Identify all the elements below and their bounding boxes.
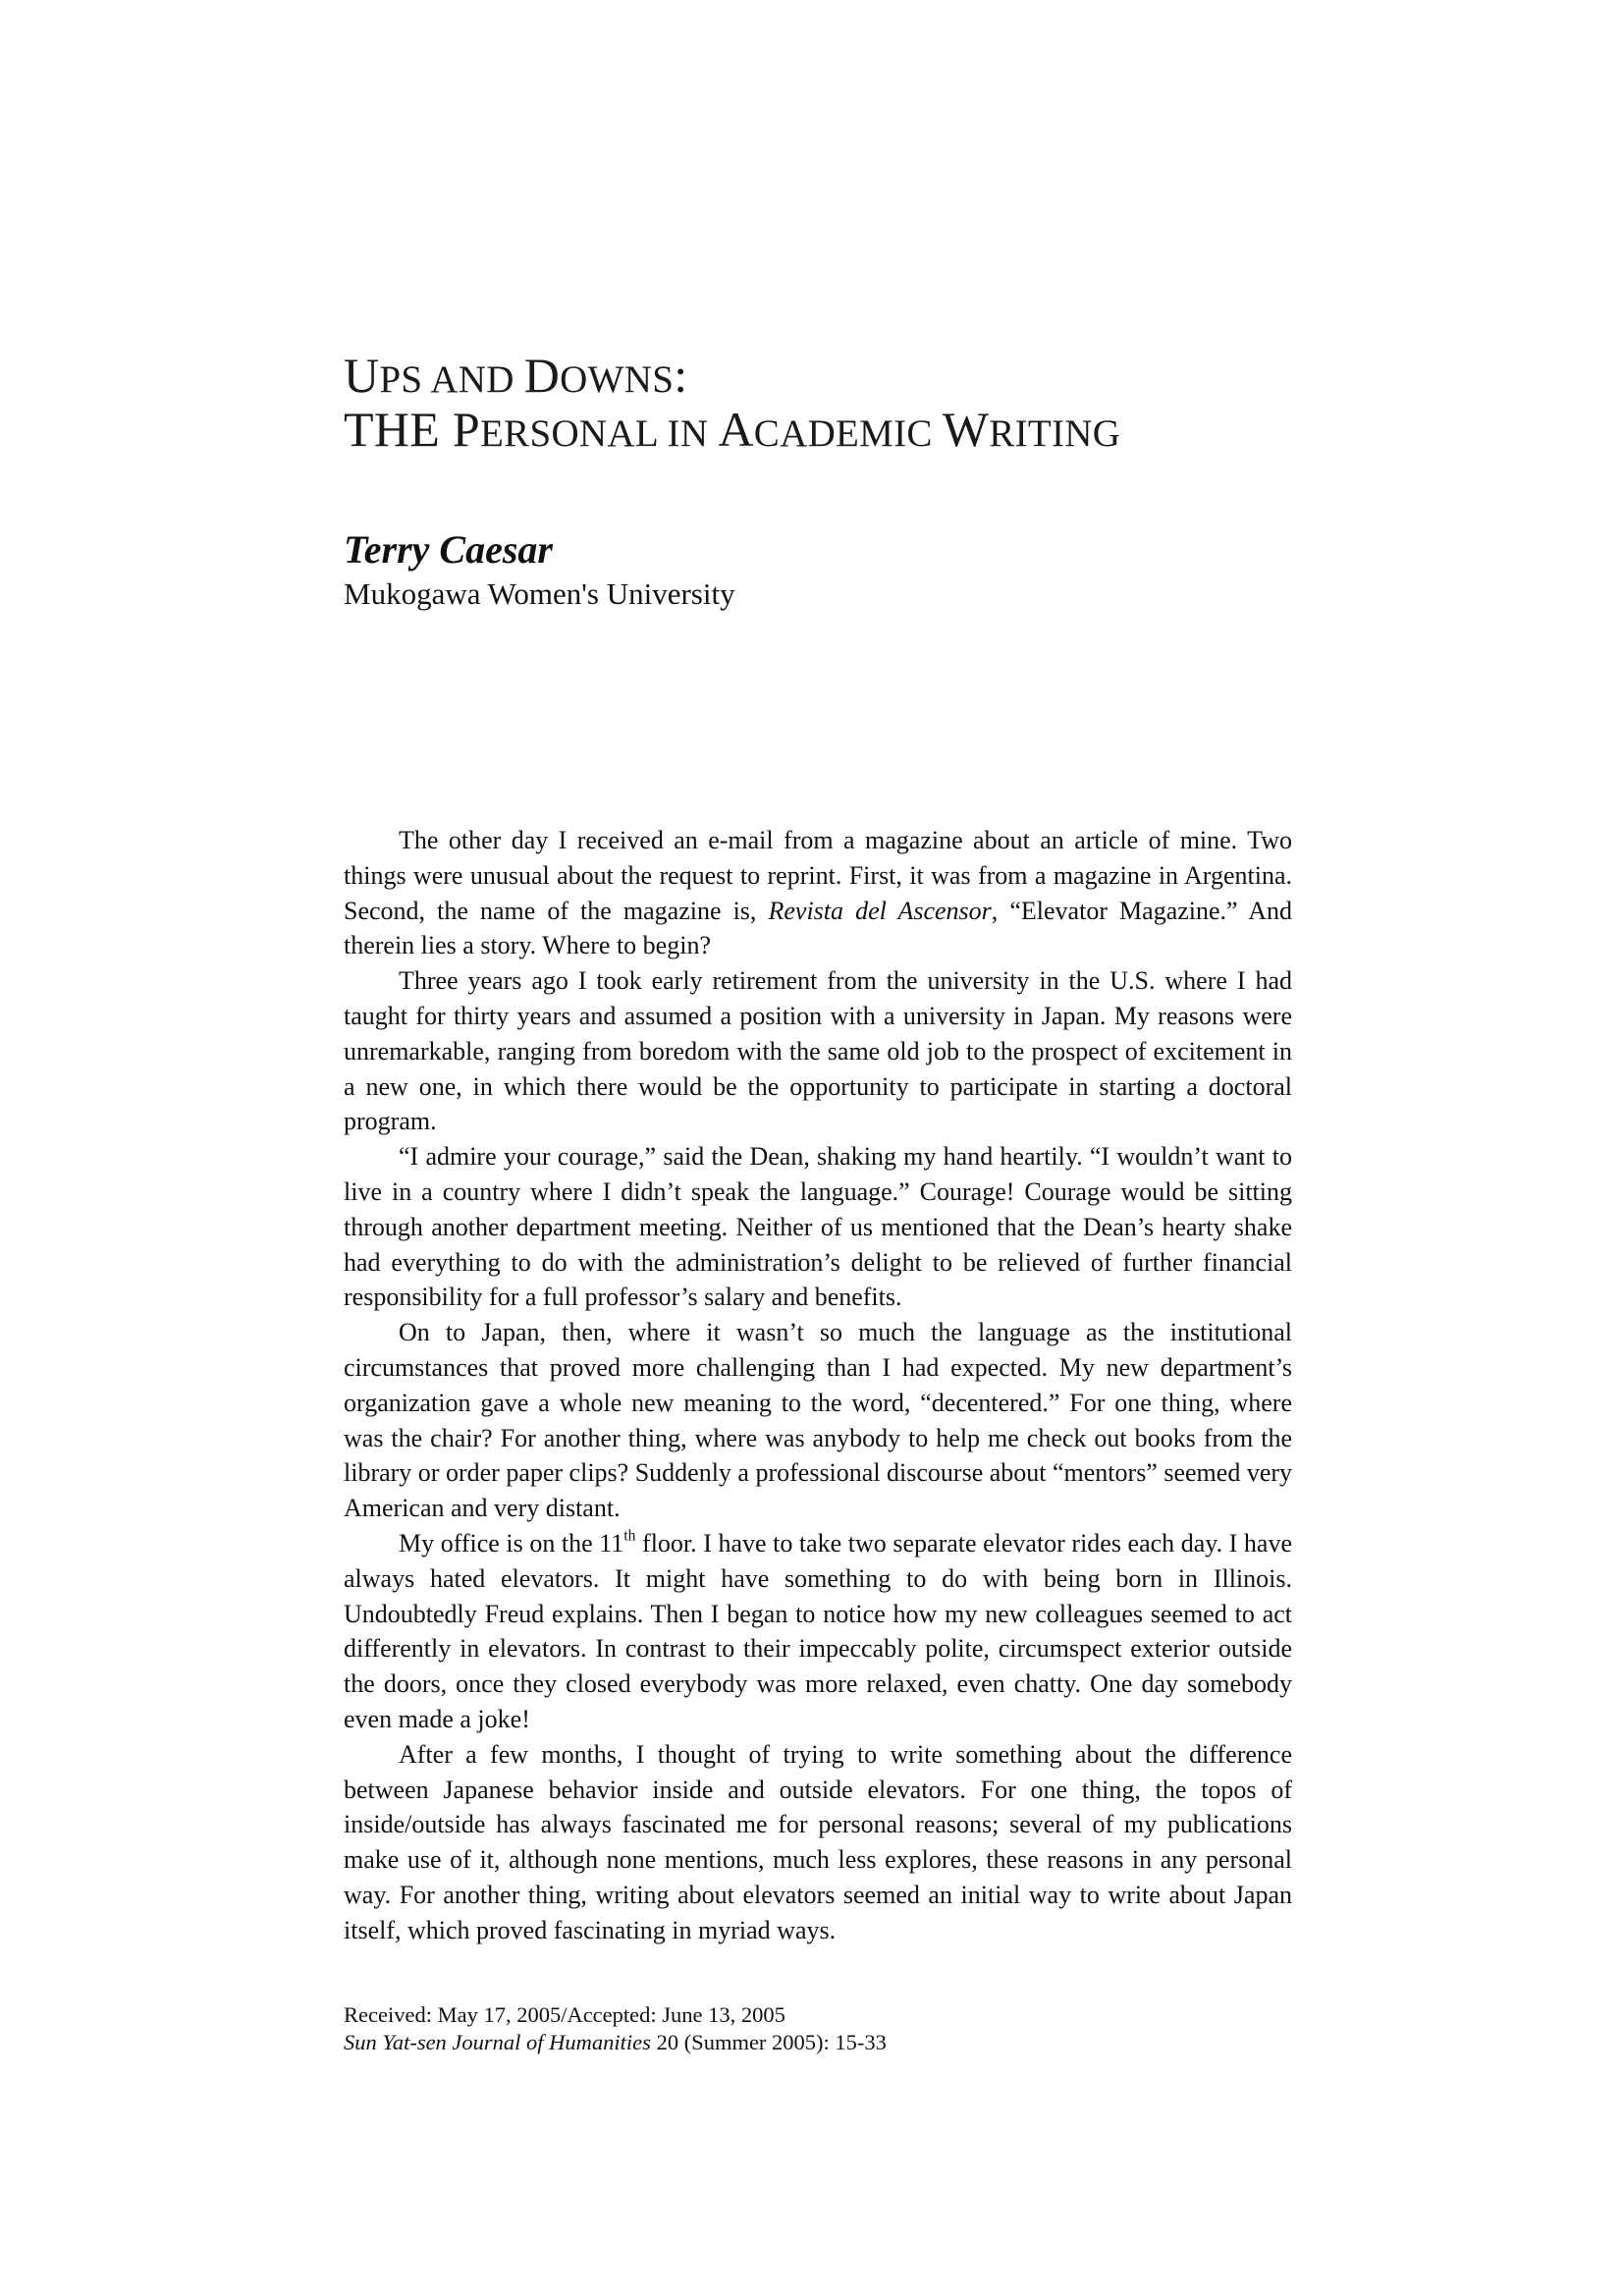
article-title xyxy=(344,349,1424,457)
title-line-2 xyxy=(344,403,1424,457)
title-text-run: PS AND xyxy=(379,358,524,401)
paragraph-text: The other day I received an e-mail from a magazine about an article of mine. Two things were unusual about the request to reprint. First, it was from a magazine in Argentina. Second, the name of the magazine is, xyxy=(344,826,1292,925)
paragraph-text: On to Japan, then, where it wasn’t so much the language as the institutional circumstances that proved more challenging than I had expected. My new department’s organization gave a whole new meaning to the word, “decentered.” For one thing, where was the chair? For another thing, where was anybody to help me check out books from the library or order paper clips? Suddenly a professional discourse about “mentors” seemed very American and very distant. xyxy=(344,1318,1293,1523)
author-name: Terry Caesar xyxy=(344,527,553,572)
body-paragraph xyxy=(344,1315,1292,1526)
title-text-run: W xyxy=(942,402,990,457)
received-dates: Received: May 17, 2005/Accepted: June 13, 2005 xyxy=(344,2002,785,2027)
title-text-run: CADEMIC xyxy=(753,412,943,455)
title-text-run: THE xyxy=(344,402,453,457)
journal-citation xyxy=(344,2029,887,2056)
superscript-text: th xyxy=(623,1527,636,1545)
paragraph-text: floor. I have to take two separate elevator rides each day. I have always hated elevators. It might have something to do with being born in Illinois. Undoubtedly Freud explains. Then I began to notice how my new colleagues seemed to act differently in elevators. In contrast to their impeccably polite, circumspect exterior outside the doors, once they closed everybody was more relaxed, even chatty. One day somebody even made a joke! xyxy=(344,1528,1292,1733)
title-text-run: : xyxy=(674,348,688,403)
paragraph-text: My office is on the 11 xyxy=(399,1528,624,1558)
title-text-run: ERSONAL IN xyxy=(480,412,719,455)
title-text-run: A xyxy=(718,402,754,457)
body-paragraph xyxy=(344,963,1292,1139)
title-text-run: U xyxy=(344,348,380,403)
paragraph-text: , “Elevator Magazine.” And therein lies a story. Where to begin? xyxy=(344,896,1293,960)
body-paragraph xyxy=(344,1139,1292,1315)
title-line-1 xyxy=(344,349,1424,403)
title-text-run: P xyxy=(452,402,481,457)
paragraph-text: After a few months, I thought of trying to write something about the difference between Japanese behavior inside and outside elevators. For one thing, the topos of inside/outside has always fascinated me for personal reasons; several of my publications make use of it, although none mentions, much less explores, these reasons in any personal way. For another thing, writing about elevators seemed an initial way to write about Japan itself, which proved fascinating in myriad ways. xyxy=(344,1739,1292,1944)
title-text-run: D xyxy=(523,348,561,403)
paragraph-text: “I admire your courage,” said the Dean, shaking my hand heartily. “I wouldn’t want to live in a country where I didn’t speak the language.” Courage! Courage would be sitting through another department meeting. Neither of us mentioned that the Dean’s hearty shake had everything to do with the administration’s delight to be relieved of further financial responsibility for a full professor’s salary and benefits. xyxy=(344,1142,1292,1312)
journal-name: Sun Yat-sen Journal of Humanities xyxy=(344,2030,651,2054)
body-paragraph xyxy=(344,1737,1292,1948)
title-text-run: OWNS xyxy=(560,358,675,401)
article-footer xyxy=(344,2001,887,2056)
author-affiliation: Mukogawa Women's University xyxy=(344,576,735,611)
body-paragraph xyxy=(344,1526,1292,1737)
body-paragraph xyxy=(344,823,1292,963)
italic-text: Revista del Ascensor xyxy=(768,896,992,925)
article-body xyxy=(344,823,1292,1948)
title-text-run: RITING xyxy=(989,412,1121,455)
paragraph-text: Three years ago I took early retirement from the university in the U.S. where I had taught for thirty years and assumed a position with a university in Japan. My reasons were unremarkable, ranging from boredom with the same old job to the prospect of excitement in a new one, in which there would be the opportunity to participate in starting a doctoral program. xyxy=(344,966,1292,1136)
journal-issue: 20 (Summer 2005): 15-33 xyxy=(650,2030,887,2054)
